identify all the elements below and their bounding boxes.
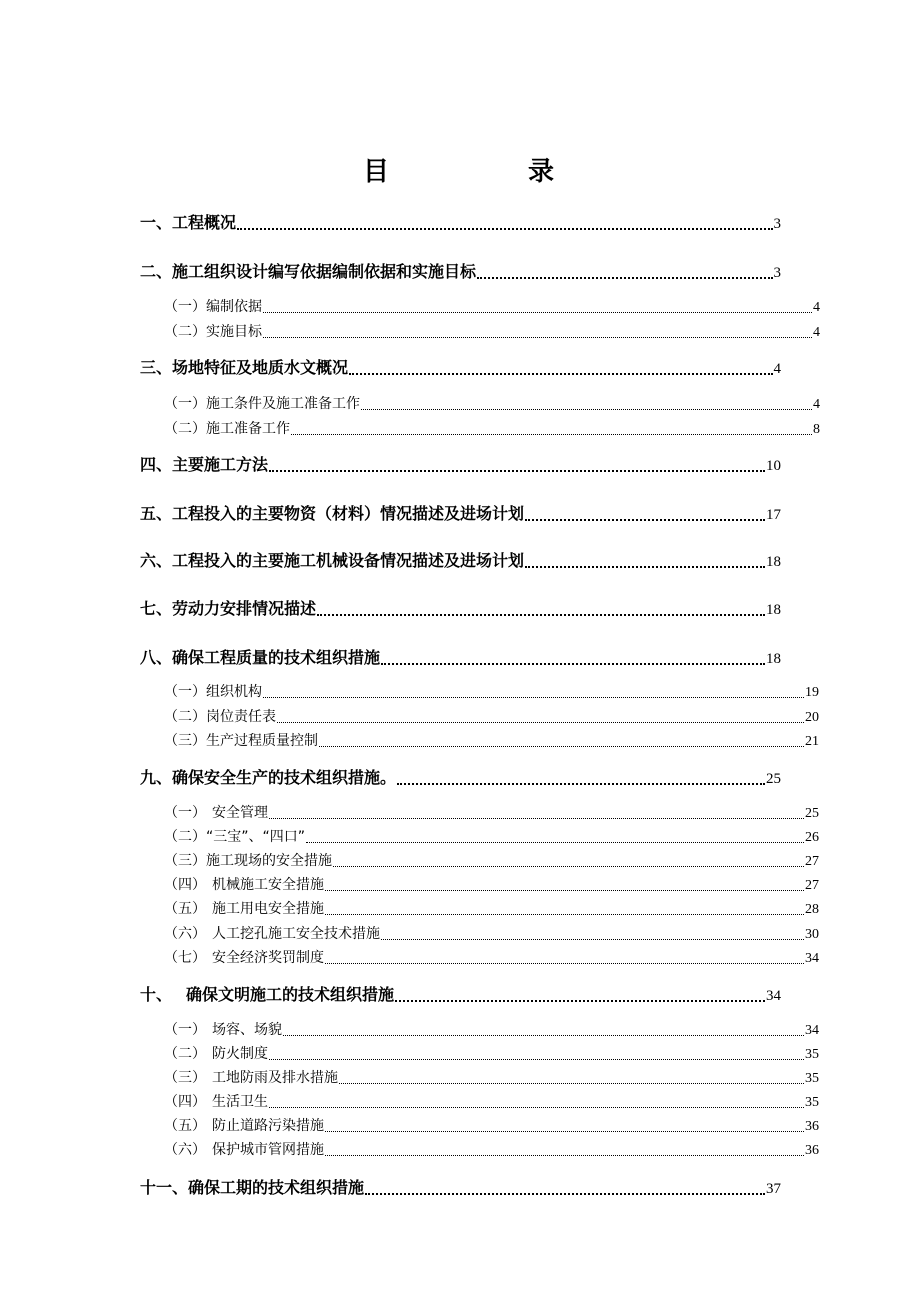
toc-subentry-label: 组织机构 (206, 684, 262, 700)
toc-subentry-10-4[interactable] (164, 1092, 819, 1112)
dot-leader (269, 1045, 804, 1060)
toc-subentry-page: 26 (805, 830, 819, 845)
toc-subentry-9-1[interactable] (164, 803, 819, 823)
toc-entry-label: 工程投入的主要物资（材料）情况描述及进场计划 (172, 504, 525, 523)
dot-leader (317, 598, 765, 616)
toc-entry-8[interactable] (140, 647, 781, 669)
dot-leader (325, 900, 804, 915)
title-char-2: 录 (528, 157, 555, 187)
toc-entry-page: 18 (766, 554, 781, 570)
toc-entry-number: 九、 (140, 768, 173, 787)
toc-subentry-10-6[interactable] (164, 1140, 819, 1160)
dot-leader (283, 1021, 804, 1036)
toc-subentry-label: 保护城市管网措施 (212, 1142, 324, 1158)
dot-leader (397, 767, 765, 785)
toc-entry-label: 主要施工方法 (172, 455, 269, 474)
toc-subentry-page: 35 (805, 1095, 819, 1110)
toc-entry-page: 3 (773, 216, 781, 232)
dot-leader (291, 420, 812, 435)
dot-leader (269, 454, 765, 472)
dot-leader (333, 852, 804, 867)
toc-subentry-number: （一） (164, 299, 206, 315)
toc-subentry-number: （四） (164, 877, 206, 893)
toc-subentry-label: 岗位责任表 (206, 709, 276, 725)
toc-subentry-label: 编制依据 (206, 299, 262, 315)
dot-leader (269, 1093, 804, 1108)
toc-subentry-label: 施工条件及施工准备工作 (206, 396, 360, 412)
toc-subentry-8-2[interactable] (164, 707, 819, 727)
toc-entry-label: 工程投入的主要施工机械设备情况描述及进场计划 (172, 551, 525, 570)
toc-subentry-label: 机械施工安全措施 (212, 877, 324, 893)
toc-entry-6[interactable] (140, 550, 781, 572)
toc-entry-number: 六、 (140, 551, 173, 570)
toc-subentry-page: 4 (813, 397, 820, 412)
dot-leader (365, 1177, 765, 1195)
toc-entry-label: 劳动力安排情况描述 (172, 599, 317, 618)
toc-subentry-9-7[interactable] (164, 948, 819, 968)
toc-subentry-10-3[interactable] (164, 1068, 819, 1088)
toc-entry-number: 七、 (140, 599, 173, 618)
toc-subentry-page: 8 (813, 422, 820, 437)
dot-leader (525, 550, 765, 568)
dot-leader (325, 1141, 804, 1156)
toc-subentry-page: 36 (805, 1119, 819, 1134)
toc-subentry-3-2[interactable] (164, 419, 820, 439)
toc-subentry-page: 30 (805, 927, 819, 942)
toc-subentry-number: （四） (164, 1094, 206, 1110)
toc-subentry-10-5[interactable] (164, 1116, 819, 1136)
toc-subentry-label: 生活卫生 (212, 1094, 268, 1110)
dot-leader (395, 984, 765, 1002)
toc-subentry-number: （二） (164, 829, 206, 845)
toc-subentry-label: 场容、场貌 (212, 1022, 282, 1038)
toc-subentry-label: 工地防雨及排水措施 (212, 1070, 338, 1086)
toc-subentry-label: 安全管理 (212, 805, 268, 821)
toc-subentry-number: （二） (164, 709, 206, 725)
toc-subentry-number: （二） (164, 421, 206, 437)
dot-leader (349, 357, 772, 375)
toc-subentry-page: 4 (813, 325, 820, 340)
toc-entry-10[interactable] (140, 984, 781, 1006)
toc-entry-number: 十、 (140, 985, 173, 1004)
toc-entry-4[interactable] (140, 454, 781, 476)
dot-leader (319, 732, 804, 747)
dot-leader (269, 804, 804, 819)
dot-leader (381, 925, 804, 940)
toc-subentry-label: 安全经济奖罚制度 (212, 950, 324, 966)
toc-entry-label: 确保文明施工的技术组织措施 (186, 985, 395, 1004)
toc-subentry-page: 34 (805, 951, 819, 966)
toc-subentry-label: 防火制度 (212, 1046, 268, 1062)
dot-leader (263, 298, 812, 313)
toc-entry-number: 一、 (140, 213, 173, 232)
toc-subentry-number: （六） (164, 926, 206, 942)
toc-subentry-number: （一） (164, 684, 206, 700)
toc-subentry-number: （三） (164, 733, 206, 749)
toc-subentry-page: 27 (805, 854, 819, 869)
toc-entry-page: 25 (766, 771, 781, 787)
toc-subentry-3-1[interactable] (164, 394, 820, 414)
toc-subentry-9-5[interactable] (164, 899, 819, 919)
dot-leader (339, 1069, 804, 1084)
toc-entry-3[interactable] (140, 357, 781, 379)
toc-subentry-page: 27 (805, 878, 819, 893)
toc-entry-7[interactable] (140, 598, 781, 620)
toc-subentry-page: 21 (805, 734, 819, 749)
toc-entry-label: 施工组织设计编写依据编制依据和实施目标 (172, 262, 477, 281)
toc-subentry-page: 25 (805, 806, 819, 821)
toc-entry-page: 34 (766, 988, 781, 1004)
toc-entry-number: 八、 (140, 648, 173, 667)
toc-subentry-number: （七） (164, 950, 206, 966)
dot-leader (306, 828, 804, 843)
dot-leader (325, 1117, 804, 1132)
dot-leader (381, 647, 765, 665)
toc-subentry-9-2[interactable] (164, 827, 819, 847)
dot-leader (525, 503, 765, 521)
toc-entry-11[interactable] (140, 1177, 781, 1199)
toc-subentry-label: 防止道路污染措施 (212, 1118, 324, 1134)
toc-subentry-label: 生产过程质量控制 (206, 733, 318, 749)
toc-subentry-number: （二） (164, 1046, 206, 1062)
toc-entry-label: 工程概况 (172, 213, 237, 232)
toc-subentry-number: （五） (164, 1118, 206, 1134)
toc-entry-label: 确保安全生产的技术组织措施。 (172, 768, 397, 787)
toc-entry-number: 四、 (140, 455, 173, 474)
toc-subentry-page: 36 (805, 1143, 819, 1158)
dot-leader (263, 683, 804, 698)
toc-subentry-page: 35 (805, 1071, 819, 1086)
dot-leader (237, 212, 772, 230)
toc-subentry-label: 施工准备工作 (206, 421, 290, 437)
toc-subentry-8-1[interactable] (164, 682, 819, 702)
toc-entry-page: 10 (766, 458, 781, 474)
toc-entry-number: 五、 (140, 504, 173, 523)
toc-subentry-number: （五） (164, 901, 206, 917)
toc-subentry-9-4[interactable] (164, 875, 819, 895)
toc-subentry-number: （三） (164, 853, 206, 869)
toc-subentry-number: （一） (164, 1022, 206, 1038)
toc-subentry-page: 4 (813, 300, 820, 315)
toc-entry-page: 18 (766, 651, 781, 667)
toc-subentry-page: 19 (805, 685, 819, 700)
toc-subentry-page: 28 (805, 902, 819, 917)
title-char-1: 目 (363, 157, 390, 187)
toc-subentry-label: 人工挖孔施工安全技术措施 (212, 926, 380, 942)
toc-subentry-number: （一） (164, 396, 206, 412)
toc-entry-number: 三、 (140, 358, 173, 377)
toc-subentry-page: 20 (805, 710, 819, 725)
dot-leader (325, 876, 804, 891)
toc-subentry-label: 施工用电安全措施 (212, 901, 324, 917)
toc-subentry-number: （三） (164, 1070, 206, 1086)
toc-entry-page: 17 (766, 507, 781, 523)
toc-entry-number: 二、 (140, 262, 173, 281)
toc-subentry-page: 34 (805, 1023, 819, 1038)
toc-subentry-9-3[interactable] (164, 851, 819, 871)
dot-leader (263, 323, 812, 338)
toc-subentry-9-6[interactable] (164, 924, 819, 944)
toc-subentry-label: 施工现场的安全措施 (206, 853, 332, 869)
toc-subentry-10-1[interactable] (164, 1020, 819, 1040)
dot-leader (361, 395, 812, 410)
toc-subentry-number: （二） (164, 324, 206, 340)
toc-subentry-2-2[interactable] (164, 322, 820, 342)
toc-entry-5[interactable] (140, 503, 781, 525)
toc-subentry-8-3[interactable] (164, 731, 819, 751)
toc-entry-2[interactable] (140, 261, 781, 283)
toc-entry-number: 十一、 (140, 1178, 189, 1197)
toc-subentry-label: “三宝”、“四口” (206, 829, 306, 845)
toc-subentry-label: 实施目标 (206, 324, 262, 340)
toc-entry-label: 确保工期的技术组织措施 (188, 1178, 365, 1197)
toc-subentry-number: （六） (164, 1142, 206, 1158)
toc-subentry-10-2[interactable] (164, 1044, 819, 1064)
toc-entry-page: 18 (766, 602, 781, 618)
toc-subentry-page: 35 (805, 1047, 819, 1062)
toc-entry-label: 确保工程质量的技术组织措施 (172, 648, 381, 667)
toc-entry-9[interactable] (140, 767, 781, 789)
page-title (0, 154, 920, 190)
dot-leader (477, 261, 772, 279)
dot-leader (325, 949, 804, 964)
toc-entry-label: 场地特征及地质水文概况 (172, 358, 349, 377)
toc-entry-page: 3 (773, 265, 781, 281)
toc-subentry-2-1[interactable] (164, 297, 820, 317)
toc-entry-page: 37 (766, 1181, 781, 1197)
toc-entry-1[interactable] (140, 212, 781, 234)
toc-entry-page: 4 (773, 361, 781, 377)
toc-subentry-number: （一） (164, 805, 206, 821)
dot-leader (277, 708, 804, 723)
